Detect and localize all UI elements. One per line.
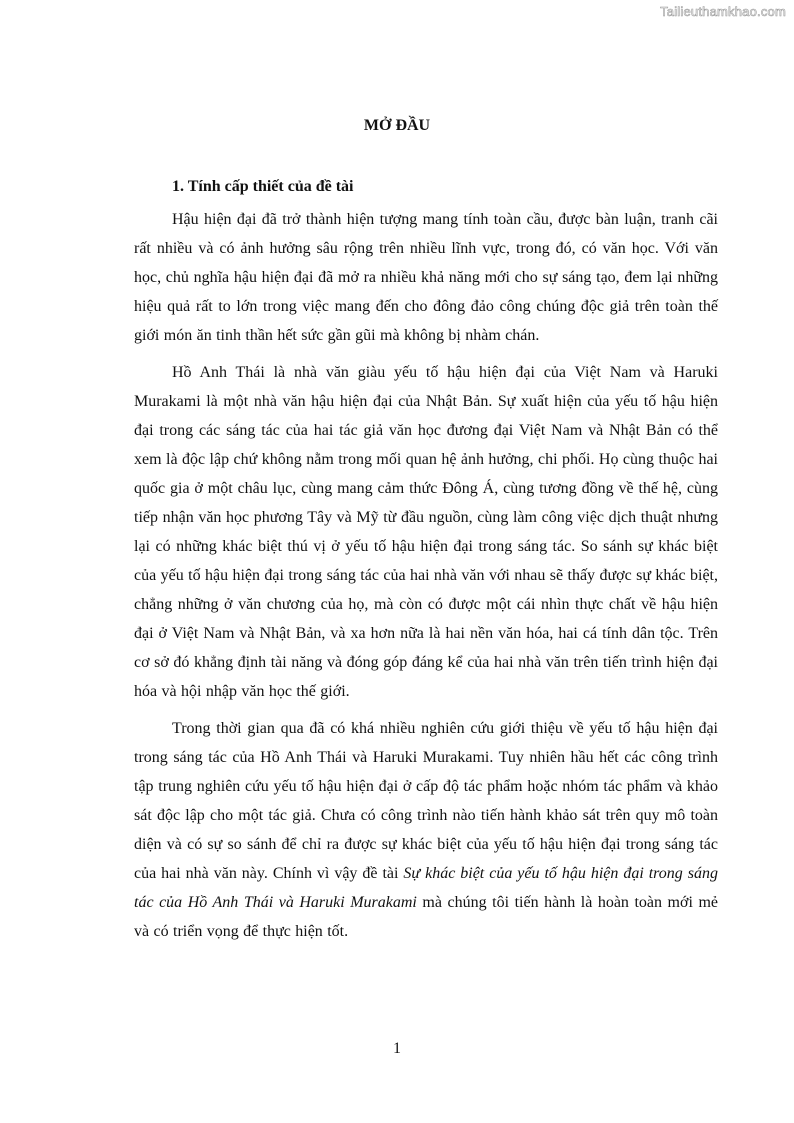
body-text [134,205,718,954]
paragraph-3-text: Trong thời gian qua đã có khá nhiều nghiên cứu giới thiệu về yếu tố hậu hiện đại trong sáng tác của Hồ Anh Thái và Haruki Murakami. Tuy nhiên hầu hết các công trình tập trung nghiên cứu yếu tố hậu hiện đại ở cấp độ tác phẩm hoặc nhóm tác phẩm và khảo sát độc lập cho một tác giả. Chưa có công trình nào tiến hành khảo sát trên quy mô toàn diện và có sự so sánh để chỉ ra được sự khác biệt của yếu tố hậu hiện đại trong sáng tác của hai nhà văn này. Chính vì vậy đề tài [134,720,718,882]
paragraph-3-text-end: mà chúng tôi tiến hành là hoàn toàn mới mẻ và có triển vọng để thực hiện tốt. [134,894,718,940]
paragraph-2: Hồ Anh Thái là nhà văn giàu yếu tố hậu hiện đại của Việt Nam và Haruki Murakami là một nhà văn hậu hiện đại của Nhật Bản. Sự xuất hiện của yếu tố hậu hiện đại trong các sáng tác của hai tác giả văn học đương đại Việt Nam và Nhật Bản có thể xem là độc lập chứ không nằm trong mối quan hệ ảnh hưởng, chi phối. Họ cùng thuộc hai quốc gia ở một châu lục, cùng mang cảm thức Đông Á, cùng tương đồng về thế hệ, cùng tiếp nhận văn học phương Tây và Mỹ từ đầu nguồn, cùng làm công việc dịch thuật nhưng lại có những khác biệt thú vị ở yếu tố hậu hiện đại trong sáng tác. So sánh sự khác biệt của yếu tố hậu hiện đại trong sáng tác của hai nhà văn với nhau sẽ thấy được sự khác biệt, chẳng những ở văn chương của họ, mà còn có được một cái nhìn thực chất về hậu hiện đại ở Việt Nam và Nhật Bản, và xa hơn nữa là hai nền văn hóa, hai cá tính dân tộc. Trên cơ sở đó khẳng định tài năng và đóng góp đáng kể của hai nhà văn trên tiến trình hiện đại hóa và hội nhập văn học thế giới. [134,364,718,700]
thesis-title-italic: Sự khác biệt của yếu tố hậu hiện đại trong sáng tác của Hồ Anh Thái và Haruki Murakami [134,865,718,911]
section-heading: 1. Tính cấp thiết của đề tài [172,178,354,195]
paragraph-1: Hậu hiện đại đã trở thành hiện tượng mang tính toàn cầu, được bàn luận, tranh cãi rất nhiều và có ảnh hưởng sâu rộng trên nhiều lĩnh vực, trong đó, có văn học. Với văn học, chủ nghĩa hậu hiện đại đã mở ra nhiều khả năng mới cho sự sáng tạo, đem lại những hiệu quả rất to lớn trong việc mang đến cho đông đảo công chúng độc giả trên toàn thế giới món ăn tinh thần hết sức gần gũi mà không bị nhàm chán. [134,211,718,344]
page-number: 1 [393,1040,401,1057]
watermark: Tailieuthamkhao.com [660,4,786,19]
paragraph-3 [134,714,718,946]
page-title: MỞ ĐẦU [363,117,431,134]
